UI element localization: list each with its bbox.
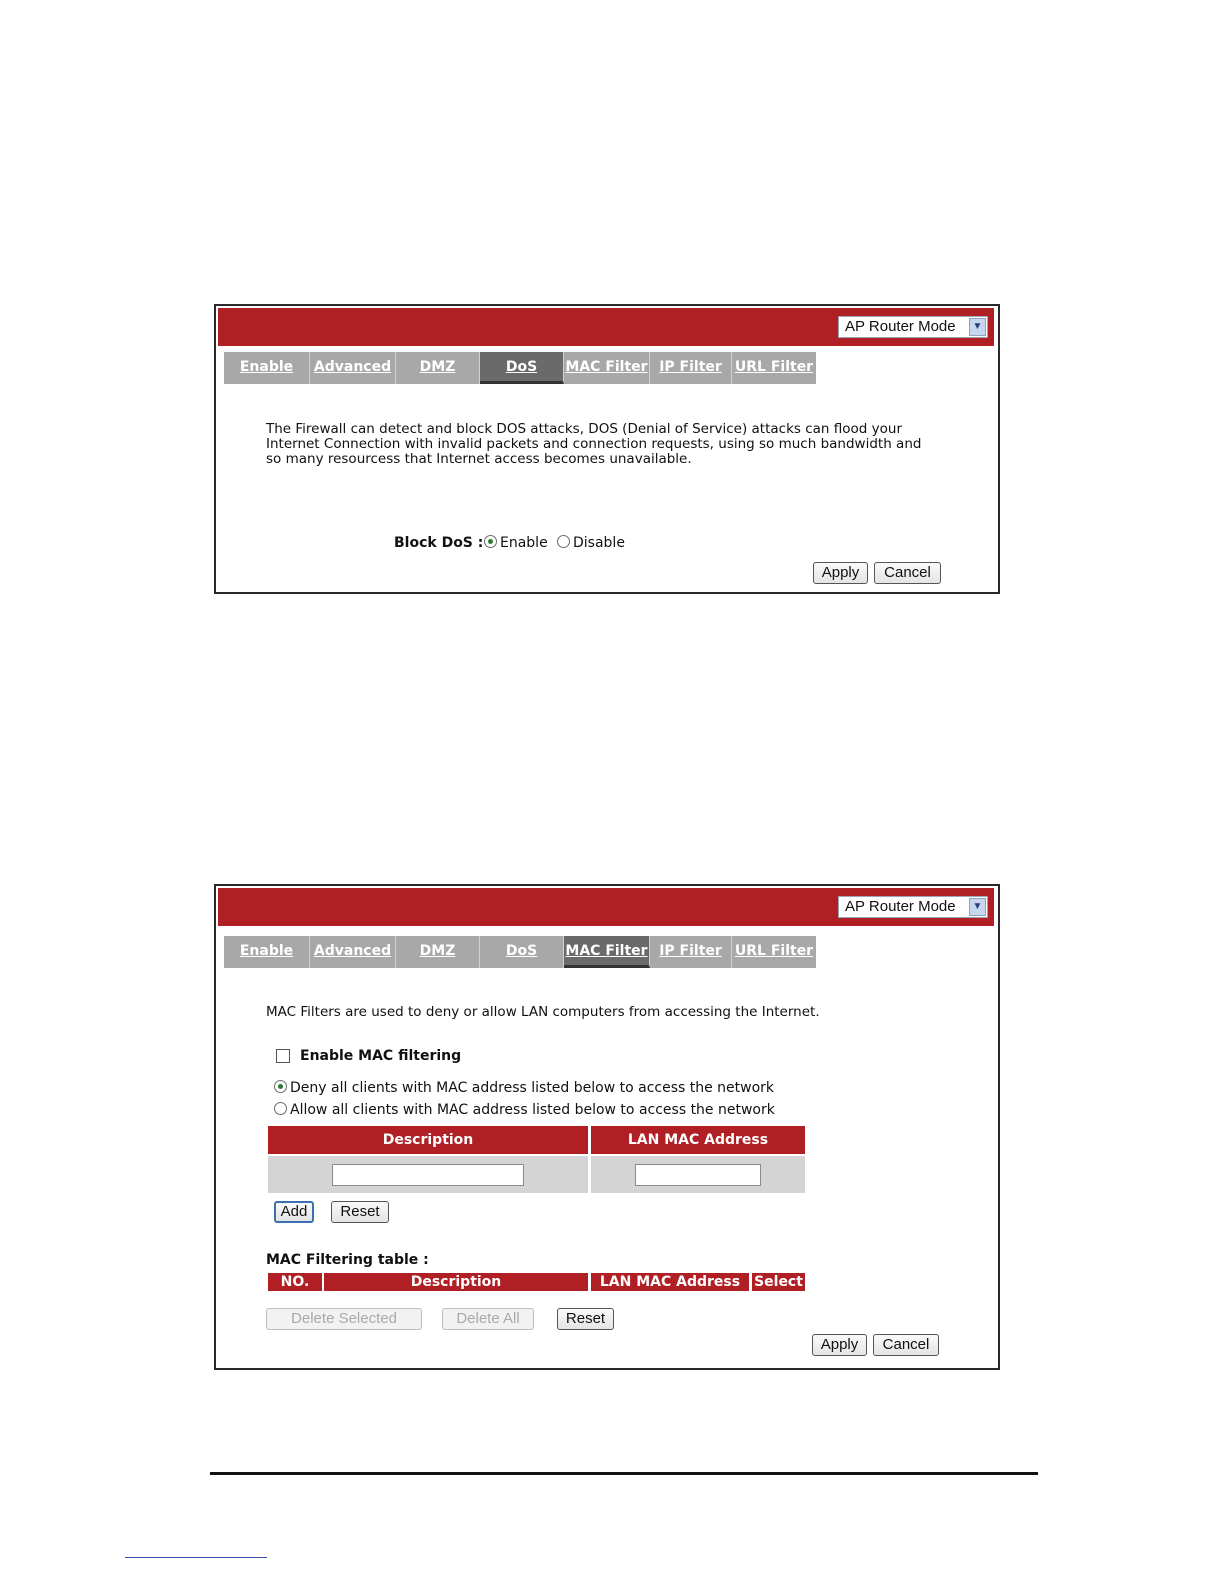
chevron-down-icon[interactable]: ▼ bbox=[969, 898, 986, 916]
table-description-header: Description bbox=[324, 1273, 588, 1291]
reset-table-button[interactable]: Reset bbox=[557, 1308, 614, 1330]
mode-select-value: AP Router Mode bbox=[845, 318, 956, 335]
dos-description: The Firewall can detect and block DOS attacks, DOS (Denial of Service) attacks can flood your Internet Connection with invalid packets and connection requests, using so much bandwidth and so many resourcess that Internet access becomes unavailable. bbox=[266, 421, 922, 467]
dos-settings-panel bbox=[214, 304, 1000, 594]
tab-dos[interactable]: DoS bbox=[480, 352, 564, 384]
tab-enable[interactable]: Enable bbox=[224, 936, 310, 968]
reset-button[interactable]: Reset bbox=[331, 1201, 389, 1223]
apply-button[interactable]: Apply bbox=[813, 562, 868, 584]
cancel-button[interactable]: Cancel bbox=[874, 562, 941, 584]
deny-option[interactable]: Deny all clients with MAC address listed below to access the network bbox=[274, 1080, 774, 1096]
footer-link-underline bbox=[125, 1557, 267, 1558]
lan-mac-address-header: LAN MAC Address bbox=[591, 1126, 805, 1154]
mac-description: MAC Filters are used to deny or allow LAN computers from accessing the Internet. bbox=[266, 1004, 820, 1020]
mac-filter-panel bbox=[214, 884, 1000, 1370]
description-cell bbox=[268, 1156, 588, 1193]
page-footer-rule bbox=[210, 1472, 1038, 1475]
header-bar bbox=[218, 308, 994, 346]
tab-url-filter[interactable]: URL Filter bbox=[734, 943, 814, 959]
description-header: Description bbox=[268, 1126, 588, 1154]
enable-mac-filtering-checkbox[interactable] bbox=[276, 1049, 290, 1063]
header-bar bbox=[218, 888, 994, 926]
deny-radio[interactable] bbox=[274, 1080, 287, 1093]
mac-filtering-table-title: MAC Filtering table : bbox=[266, 1252, 429, 1268]
no-header: NO. bbox=[268, 1273, 322, 1291]
block-dos-enable-option[interactable]: Enable bbox=[484, 535, 548, 551]
mode-select[interactable] bbox=[838, 896, 988, 918]
mode-select[interactable] bbox=[838, 316, 988, 338]
tab-mac-filter[interactable]: MAC Filter bbox=[564, 936, 650, 968]
tab-advanced[interactable]: Advanced bbox=[310, 936, 396, 968]
cancel-button[interactable]: Cancel bbox=[873, 1334, 939, 1356]
select-header: Select bbox=[752, 1273, 805, 1291]
tab-dmz[interactable]: DMZ bbox=[396, 936, 480, 968]
mac-address-cell bbox=[591, 1156, 805, 1193]
tab-mac-filter[interactable]: MAC Filter bbox=[564, 352, 650, 384]
add-button[interactable]: Add bbox=[274, 1201, 314, 1223]
tab-url-filter[interactable]: URL Filter bbox=[734, 359, 814, 375]
tab-bar bbox=[224, 936, 816, 968]
delete-selected-button[interactable]: Delete Selected bbox=[266, 1308, 422, 1330]
tab-advanced[interactable]: Advanced bbox=[310, 352, 396, 384]
apply-button[interactable]: Apply bbox=[812, 1334, 867, 1356]
disable-radio[interactable] bbox=[557, 535, 570, 548]
table-mac-header: LAN MAC Address bbox=[591, 1273, 749, 1291]
tab-ip-filter[interactable]: IP Filter bbox=[650, 352, 732, 384]
enable-mac-filtering-label: Enable MAC filtering bbox=[300, 1048, 462, 1064]
enable-radio[interactable] bbox=[484, 535, 497, 548]
block-dos-disable-option[interactable]: Disable bbox=[557, 535, 625, 551]
mac-address-input[interactable] bbox=[635, 1164, 761, 1186]
chevron-down-icon[interactable]: ▼ bbox=[969, 318, 986, 336]
tab-bar bbox=[224, 352, 816, 384]
allow-radio[interactable] bbox=[274, 1102, 287, 1115]
delete-all-button[interactable]: Delete All bbox=[442, 1308, 534, 1330]
tab-dmz[interactable]: DMZ bbox=[396, 352, 480, 384]
tab-dos[interactable]: DoS bbox=[480, 936, 564, 968]
tab-enable[interactable]: Enable bbox=[224, 352, 310, 384]
description-input[interactable] bbox=[332, 1164, 524, 1186]
block-dos-label: Block DoS : bbox=[394, 535, 484, 551]
allow-option[interactable]: Allow all clients with MAC address listed below to access the network bbox=[274, 1102, 775, 1118]
mode-select-value: AP Router Mode bbox=[845, 898, 956, 915]
tab-ip-filter[interactable]: IP Filter bbox=[650, 936, 732, 968]
